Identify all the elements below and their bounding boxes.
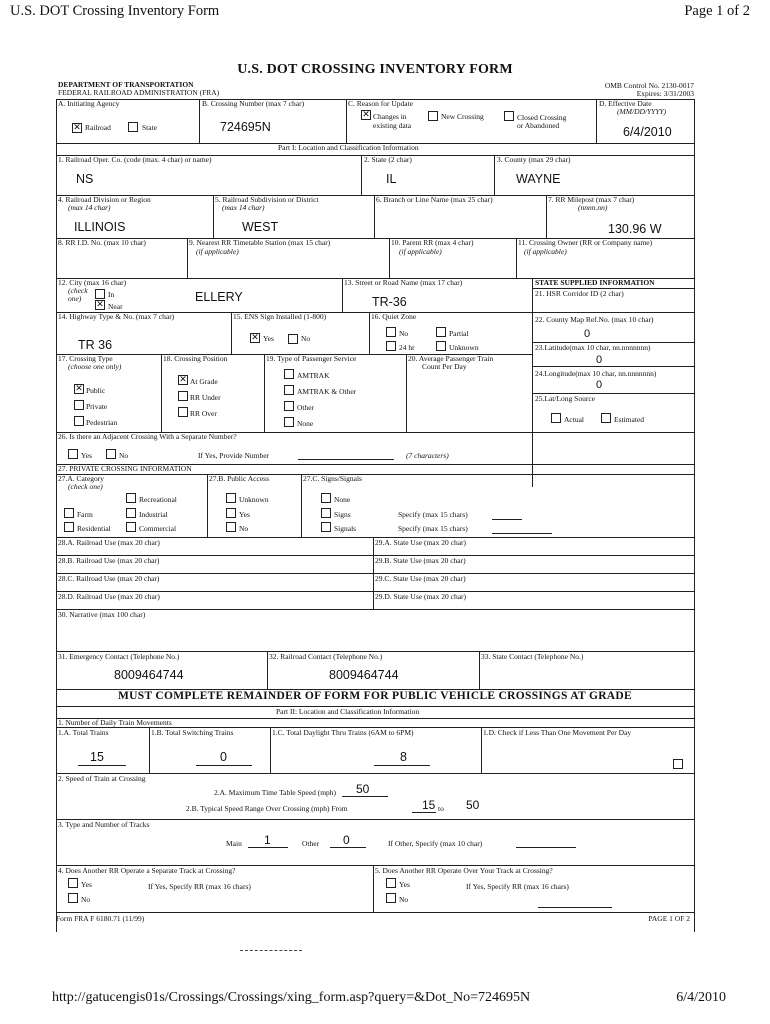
railroad-operator: NS xyxy=(76,172,94,186)
p2b-label: 2.B. Typical Speed Range Over Crossing (mph) From xyxy=(186,804,348,813)
fra-label: FEDERAL RAILROAD ADMINISTRATION (FRA) xyxy=(58,88,220,97)
svc-other-checkbox[interactable] xyxy=(284,401,294,411)
field-7-label: 7. RR Milepost (max 7 char) xyxy=(548,195,635,204)
field-27-label: 27. PRIVATE CROSSING INFORMATION xyxy=(58,464,192,473)
field-28c-label: 28.C. Railroad Use (max 20 char) xyxy=(58,574,160,583)
field-22-label: 22. County Map Ref.No. (max 10 char) xyxy=(535,315,654,324)
type-public-checkbox[interactable]: ✕ xyxy=(75,384,83,394)
field-17-hint: (choose one only) xyxy=(68,362,122,371)
state-label: State xyxy=(142,123,157,132)
field-4-hint: (max 14 char) xyxy=(68,203,111,212)
field-21-label: 21. HSR Corridor ID (2 char) xyxy=(535,289,624,298)
highway-value: TR 36 xyxy=(78,338,113,352)
p4-no-checkbox[interactable] xyxy=(68,893,78,903)
field-31-label: 31. Emergency Contact (Telephone No.) xyxy=(58,652,180,661)
print-page-number: Page 1 of 2 xyxy=(684,3,750,19)
city-value: ELLERY xyxy=(195,290,243,304)
p5-yes-label: Yes xyxy=(399,880,410,889)
less-than-one-checkbox[interactable] xyxy=(673,759,683,769)
p1c-label: 1.C. Total Daylight Thru Trains (6AM to 6PM) xyxy=(272,728,414,737)
field-3-label: 3. County (max 29 char) xyxy=(497,155,571,164)
form-page-label: PAGE 1 OF 2 xyxy=(648,914,690,923)
county-value: WAYNE xyxy=(516,172,561,186)
print-date: 6/4/2010 xyxy=(676,990,726,1005)
field-16-label: 16. Quiet Zone xyxy=(371,312,417,321)
field-27a-hint: (check one) xyxy=(68,482,103,491)
new-crossing-checkbox[interactable] xyxy=(428,111,438,121)
effective-date: 6/4/2010 xyxy=(623,125,672,139)
signs-label: Signs xyxy=(334,510,351,519)
field-17-label: 17. Crossing Type xyxy=(58,354,113,363)
emergency-contact-value: 8009464744 xyxy=(114,668,184,682)
near-label: Near xyxy=(108,302,123,311)
county-map-value: 0 xyxy=(584,328,591,340)
p5-label: 5. Does Another RR Operate Over Your Track at Crossing? xyxy=(375,866,553,875)
pos-rr-over-checkbox[interactable] xyxy=(178,407,188,417)
switching-trains-value: 0 xyxy=(220,750,227,764)
daylight-trains-value: 8 xyxy=(400,750,407,764)
recreational-label: Recreational xyxy=(139,495,177,504)
cat-industrial-checkbox[interactable] xyxy=(126,508,136,518)
industrial-label: Industrial xyxy=(139,510,168,519)
other-tracks-label: Other xyxy=(302,839,320,848)
amtrak-label: AMTRAK xyxy=(297,371,330,380)
field-29b-label: 29.B. State Use (max 20 char) xyxy=(375,556,466,565)
field-26-label: 26. Is there an Adjacent Crossing With a Separate Number? xyxy=(58,432,237,441)
qz-24hr-checkbox[interactable] xyxy=(386,341,396,351)
print-header xyxy=(10,3,760,21)
field-20-label: 20. Average Passenger Train xyxy=(408,354,494,363)
specify-2-label: Specify (max 15 chars) xyxy=(398,524,468,533)
other-tracks-value: 0 xyxy=(343,833,350,847)
amtrak-other-label: AMTRAK & Other xyxy=(297,387,357,396)
print-url: http://gatucengis01s/Crossings/Crossings/xing_form.asp?query=&Dot_No=724695N xyxy=(52,990,531,1005)
p1-label: 1. Number of Daily Train Movements xyxy=(58,718,172,727)
p1b-label: 1.B. Total Switching Trains xyxy=(151,728,234,737)
field-26-hint2: (7 characters) xyxy=(406,451,449,460)
field-23-label: 23.Latitude(max 10 char, nn.nnnnnnn) xyxy=(535,343,651,352)
adjacent-yes-label: Yes xyxy=(81,451,92,460)
field-7-hint: (nnnn.nn) xyxy=(578,203,608,212)
field-28d-label: 28.D. Railroad Use (max 20 char) xyxy=(58,592,160,601)
field-30-label: 30. Narrative (max 100 char) xyxy=(58,610,146,619)
field-1-label: 1. Railroad Oper. Co. (code (max. 4 char) or name) xyxy=(58,155,212,164)
closed-crossing-checkbox[interactable] xyxy=(504,111,514,121)
ssi-heading: STATE SUPPLIED INFORMATION xyxy=(535,278,655,287)
field-27a-label: 27.A. Category xyxy=(58,474,105,483)
field-18-label: 18. Crossing Position xyxy=(163,354,228,363)
field-11-hint: (if applicable) xyxy=(524,247,567,256)
access-unknown-checkbox[interactable] xyxy=(226,493,236,503)
adjacent-no-label: No xyxy=(119,451,129,460)
signs-none-label: None xyxy=(334,495,351,504)
city-near-checkbox[interactable]: ✕ xyxy=(96,300,104,310)
public-label: Public xyxy=(86,386,106,395)
pos-rr-under-checkbox[interactable] xyxy=(178,391,188,401)
omb-label: OMB Control No. 2130-0017 xyxy=(604,81,694,90)
field-15-label: 15. ENS Sign Installed (1-800) xyxy=(233,312,327,321)
private-label: Private xyxy=(86,402,108,411)
field-a-label: A. Initiating Agency xyxy=(58,99,120,108)
access-unknown-label: Unknown xyxy=(239,495,269,504)
cat-commercial-checkbox[interactable] xyxy=(126,522,136,532)
ens-no-checkbox[interactable] xyxy=(288,334,298,344)
type-private-checkbox[interactable] xyxy=(74,400,84,410)
p5-no-label: No xyxy=(399,895,409,904)
access-no-label: No xyxy=(239,524,249,533)
existing-label: existing data xyxy=(373,121,412,130)
must-complete-heading: MUST COMPLETE REMAINDER OF FORM FOR PUBLIC VEHICLE CROSSINGS AT GRADE xyxy=(118,690,632,702)
field-c-label: C. Reason for Update xyxy=(348,99,413,108)
commercial-label: Commercial xyxy=(139,524,177,533)
railroad-label: Railroad xyxy=(85,123,111,132)
field-27c-label: 27.C. Signs/Signals xyxy=(303,474,362,483)
speed-to-label: to xyxy=(438,804,444,813)
total-trains-value: 15 xyxy=(90,750,104,764)
changes-label: Changes in xyxy=(373,112,407,121)
railroad-contact-value: 8009464744 xyxy=(329,668,399,682)
cat-recreational-checkbox[interactable] xyxy=(126,493,136,503)
qz-partial-label: Partial xyxy=(449,329,469,338)
field-14-label: 14. Highway Type & No. (max 7 char) xyxy=(58,312,175,321)
milepost-value: 130.96 W xyxy=(608,222,662,236)
qz-unknown-label: Unknown xyxy=(449,343,479,352)
ens-no-label: No xyxy=(301,334,311,343)
field-25-label: 25.Lat/Long Source xyxy=(535,394,595,403)
field-10-label: 10. Parent RR (max 4 char) xyxy=(391,238,474,247)
latitude-value: 0 xyxy=(596,354,603,366)
p1a-label: 1.A. Total Trains xyxy=(58,728,109,737)
svc-none-checkbox[interactable] xyxy=(284,417,294,427)
residential-label: Residential xyxy=(77,524,111,533)
other-label: Other xyxy=(297,403,315,412)
field-32-label: 32. Railroad Contact (Telephone No.) xyxy=(269,652,383,661)
type-pedestrian-checkbox[interactable] xyxy=(74,416,84,426)
field-27b-label: 27.B. Public Access xyxy=(209,474,269,483)
field-5-label: 5. Railroad Subdivision or District xyxy=(215,195,319,204)
field-12-hint: (check xyxy=(68,286,88,295)
field-4-label: 4. Railroad Division or Region xyxy=(58,195,151,204)
cat-residential-checkbox[interactable] xyxy=(64,522,74,532)
subdivision-value: WEST xyxy=(242,220,279,234)
rr-over-label: RR Over xyxy=(190,409,217,418)
specify-1-label: Specify (max 15 chars) xyxy=(398,510,468,519)
none-label: None xyxy=(297,419,314,428)
speed-from-value: 15 xyxy=(422,798,436,812)
dash-divider xyxy=(240,950,302,951)
field-29a-label: 29.A. State Use (max 20 char) xyxy=(375,538,467,547)
field-10-hint: (if applicable) xyxy=(399,247,442,256)
main-tracks-value: 1 xyxy=(264,833,271,847)
expires-label: Expires: 3/31/2003 xyxy=(636,89,694,98)
field-d-label: D. Effective Date xyxy=(599,99,652,108)
field-11-label: 11. Crossing Owner (RR or Company name) xyxy=(518,238,653,247)
access-no-checkbox[interactable] xyxy=(226,522,236,532)
p2-label: 2. Speed of Train at Crossing xyxy=(58,774,146,783)
field-9-label: 9. Nearest RR Timetable Station (max 15 char) xyxy=(189,238,331,247)
field-24-label: 24.Longitude(max 10 char, nn.nnnnnnn) xyxy=(535,369,657,378)
form-number: Form FRA F 6180.71 (11/99) xyxy=(56,914,145,923)
p1d-label: 1.D. Check if Less Than One Movement Per Day xyxy=(483,728,632,737)
access-yes-label: Yes xyxy=(239,510,250,519)
p2a-label: 2.A. Maximum Time Table Speed (mph) xyxy=(214,788,337,797)
field-5-hint: (max 14 char) xyxy=(222,203,265,212)
cat-farm-checkbox[interactable] xyxy=(64,508,74,518)
svc-amtrak-other-checkbox[interactable] xyxy=(284,385,294,395)
adjacent-yes-checkbox[interactable] xyxy=(68,449,78,459)
adjacent-no-checkbox[interactable] xyxy=(106,449,116,459)
field-12-label: 12. City (max 16 char) xyxy=(58,278,127,287)
print-title: U.S. DOT Crossing Inventory Form xyxy=(10,3,220,19)
field-12-hint2: one) xyxy=(68,294,82,303)
city-in-checkbox[interactable] xyxy=(95,289,105,299)
qz-no-checkbox[interactable] xyxy=(386,327,396,337)
p3-hint: If Other, Specify (max 10 char) xyxy=(388,839,483,848)
qz-24hr-label: 24 hr xyxy=(399,343,415,352)
access-yes-checkbox[interactable] xyxy=(226,508,236,518)
state-value: IL xyxy=(386,172,397,186)
rr-under-label: RR Under xyxy=(190,393,221,402)
division-value: ILLINOIS xyxy=(74,220,126,234)
crossing-number: 724695N xyxy=(220,120,271,134)
p4-no-label: No xyxy=(81,895,91,904)
p4-label: 4. Does Another RR Operate a Separate Track at Crossing? xyxy=(58,866,236,875)
street-value: TR-36 xyxy=(372,295,407,309)
dept-label: DEPARTMENT OF TRANSPORTATION xyxy=(58,80,194,89)
field-28a-label: 28.A. Railroad Use (max 20 char) xyxy=(58,538,160,547)
p4-hint: If Yes, Specify RR (max 16 chars) xyxy=(148,882,251,891)
signs-signs-checkbox[interactable] xyxy=(321,508,331,518)
field-26-hint: If Yes, Provide Number xyxy=(198,451,270,460)
latlong-actual-checkbox[interactable] xyxy=(551,413,561,423)
date-format-label: (MM/DD/YYYY) xyxy=(617,107,667,116)
signs-signals-checkbox[interactable] xyxy=(321,522,331,532)
longitude-value: 0 xyxy=(596,379,603,391)
max-speed-value: 50 xyxy=(356,782,370,796)
field-19-label: 19. Type of Passenger Service xyxy=(266,354,357,363)
signals-label: Signals xyxy=(334,524,357,533)
qz-partial-checkbox[interactable] xyxy=(436,327,446,337)
pos-at-grade-checkbox[interactable]: ✕ xyxy=(179,375,187,385)
state-checkbox[interactable] xyxy=(128,122,138,132)
field-8-label: 8. RR I.D. No. (max 10 char) xyxy=(58,238,146,247)
pedestrian-label: Pedestrian xyxy=(86,418,118,427)
field-28b-label: 28.B. Railroad Use (max 20 char) xyxy=(58,556,160,565)
p5-hint: If Yes, Specify RR (max 16 chars) xyxy=(466,882,569,891)
print-footer xyxy=(0,990,770,1010)
latlong-estimated-checkbox[interactable] xyxy=(601,413,611,423)
field-6-label: 6. Branch or Line Name (max 25 char) xyxy=(376,195,493,204)
main-tracks-label: Main xyxy=(226,839,242,848)
qz-no-label: No xyxy=(399,329,409,338)
estimated-label: Estimated xyxy=(614,415,644,424)
field-33-label: 33. State Contact (Telephone No.) xyxy=(481,652,584,661)
closed-label: Closed Crossing xyxy=(517,113,567,122)
ens-yes-checkbox[interactable]: ✕ xyxy=(251,333,259,343)
at-grade-label: At Grade xyxy=(190,377,218,386)
changes-checkbox[interactable]: ✕ xyxy=(362,110,370,120)
field-b-label: B. Crossing Number (max 7 char) xyxy=(202,99,305,108)
in-label: In xyxy=(108,290,115,299)
new-crossing-label: New Crossing xyxy=(441,112,484,121)
field-13-label: 13. Street or Road Name (max 17 char) xyxy=(344,278,463,287)
speed-to-value: 50 xyxy=(466,798,480,812)
qz-unknown-checkbox[interactable] xyxy=(436,341,446,351)
p5-no-checkbox[interactable] xyxy=(386,893,396,903)
p5-yes-checkbox[interactable] xyxy=(386,878,396,888)
crossing-inventory-form xyxy=(56,62,694,932)
svc-amtrak-checkbox[interactable] xyxy=(284,369,294,379)
part2-heading: Part II: Location and Classification Information xyxy=(276,707,420,716)
railroad-checkbox[interactable]: ✕ xyxy=(73,123,81,133)
ens-yes-label: Yes xyxy=(263,334,274,343)
actual-label: Actual xyxy=(564,415,584,424)
field-20-hint: Count Per Day xyxy=(422,362,467,371)
field-29d-label: 29.D. State Use (max 20 char) xyxy=(375,592,467,601)
form-title: U.S. DOT CROSSING INVENTORY FORM xyxy=(237,62,513,77)
p3-label: 3. Type and Number of Tracks xyxy=(58,820,150,829)
part1-heading: Part I: Location and Classification Information xyxy=(278,143,419,152)
field-29c-label: 29.C. State Use (max 20 char) xyxy=(375,574,466,583)
field-9-hint: (if applicable) xyxy=(196,247,239,256)
farm-label: Farm xyxy=(77,510,93,519)
p4-yes-label: Yes xyxy=(81,880,92,889)
abandoned-label: or Abandoned xyxy=(517,121,560,130)
field-2-label: 2. State (2 char) xyxy=(364,155,412,164)
p4-yes-checkbox[interactable] xyxy=(68,878,78,888)
signs-none-checkbox[interactable] xyxy=(321,493,331,503)
